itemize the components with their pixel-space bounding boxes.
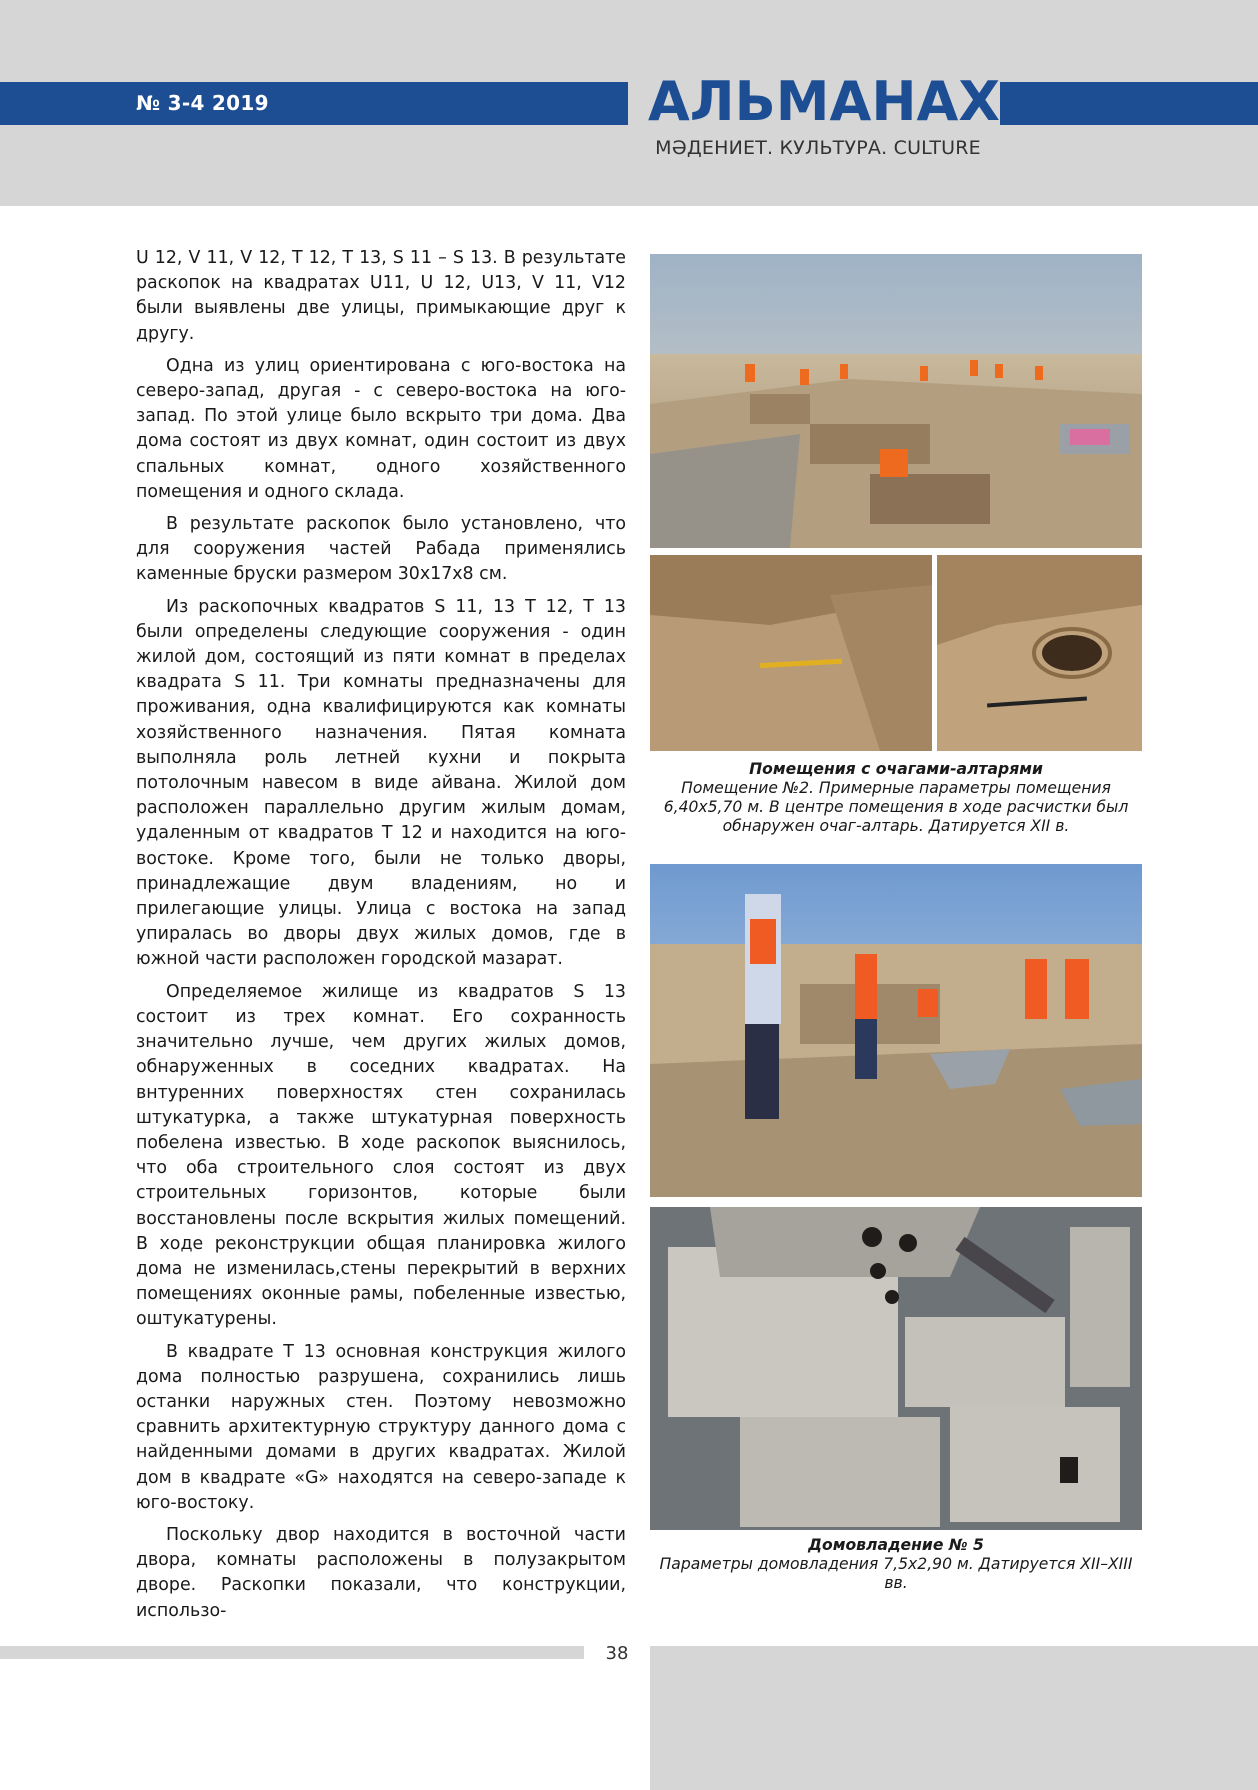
paragraph-5: Определяемое жилище из квадратов S 13 состоит из трех комнат. Его сохранность значительно лучше, чем других жилых домов, обнаруженных в соседних квадратах. На внтуренних поверхностях стен сохранилась штукатурка, а также штукатурная поверхность побелена известью. В ходе раскопок выяснилось, что оба строительного слоя состоят из двух строительных горизонтов, которые были восстановлены после вскрытия жилых помещений. В ходе реконструкции общая планировка жилого дома не изменилась,стены перекрытий в верхних помещениях оконные рамы, побеленные известью, оштукатурены. <box>136 981 626 1330</box>
photo-excavation-site <box>650 254 1142 548</box>
figure-caption-1-text: Помещение №2. Примерные параметры помещения 6,40x5,70 м. В центре помещения в ходе расчистки был обнаружен очаг-алтарь. Датируется XII в. <box>663 779 1129 835</box>
photo-household-aerial <box>650 1207 1142 1530</box>
footer-block <box>650 1646 1258 1790</box>
paragraph-6: В квадрате T 13 основная конструкция жилого дома полностью разрушена, сохранились лишь останки наружных стен. Поэтому невозможно сравнить архитектурную структуру данного дома с найденными домами в других квадратах. Жилой дом в квадрате «G» находятся на северо-западе к юго-востоку. <box>136 1341 626 1513</box>
paragraph-2: Одна из улиц ориентирована с юго-востока на северо-запад, другая - с северо-востока на юго-запад. По этой улице было вскрыто три дома. Два дома состоят из двух комнат, один состоит из двух спальных комнат, одного хозяйственного помещения и одного склада. <box>136 355 626 502</box>
photo-room-trench <box>650 555 932 751</box>
issue-number: № 3-4 2019 <box>136 91 269 115</box>
paragraph-3: В результате раскопок было установлено, что для сооружения частей Рабада применялись каменные бруски размером 30x17x8 см. <box>136 514 626 585</box>
paragraph-1: U 12, V 11, V 12, T 12, T 13, S 11 – S 13. В результате раскопок на квадратах U11, U 12, U13, V 11, V12 были выявлены две улицы, примыкающие друг к другу. <box>136 248 626 344</box>
photo-hearth-altar <box>937 555 1142 751</box>
footer-line <box>0 1646 584 1659</box>
paragraph-4: Из раскопочных квадратов S 11, 13 T 12, T 13 были определены следующие сооружения - один жилой дом, состоящий из пяти комнат в пределах квадрата S 11. Три комнаты предназначены для проживания, одна квалифицируются как комнаты хозяйственного назначения. Пятая комната выполняла роль летней кухни и покрыта потолочным навесом в виде айвана. Жилой дом расположен параллельно другим жилым домам, удаленным от квадратов T 12 и находится на юго-востоке. Кроме того, были не только дворы, принадлежащие двум владениям, но и прилегающие улицы. Улица с востока на запад упиралась во дворы двух жилых домов, где в южной части расположен городской мазарат. <box>136 596 626 970</box>
header-bar-left <box>0 82 628 125</box>
header-bar-right <box>1000 82 1258 125</box>
figure-caption-2 <box>650 1536 1142 1593</box>
page-number: 38 <box>605 1643 629 1664</box>
figure-caption-2-title: Домовладение № 5 <box>808 1536 984 1554</box>
figure-caption-1-title: Помещения с очагами-алтарями <box>749 760 1043 778</box>
journal-title: АЛЬМАНАХ <box>648 70 1000 133</box>
journal-subtitle: МӘДЕНИЕТ. КУЛЬТУРА. CULTURE <box>655 137 981 159</box>
article-body <box>136 246 626 1631</box>
figure-caption-1 <box>650 760 1142 836</box>
photo-workers-wheelbarrows <box>650 864 1142 1197</box>
figure-caption-2-text: Параметры домовладения 7,5x2,90 м. Датируется XII–XIII вв. <box>659 1555 1133 1592</box>
paragraph-7: Поскольку двор находится в восточной части двора, комнаты расположены в полузакрытом дворе. Раскопки показали, что конструкции, использо- <box>136 1524 626 1621</box>
